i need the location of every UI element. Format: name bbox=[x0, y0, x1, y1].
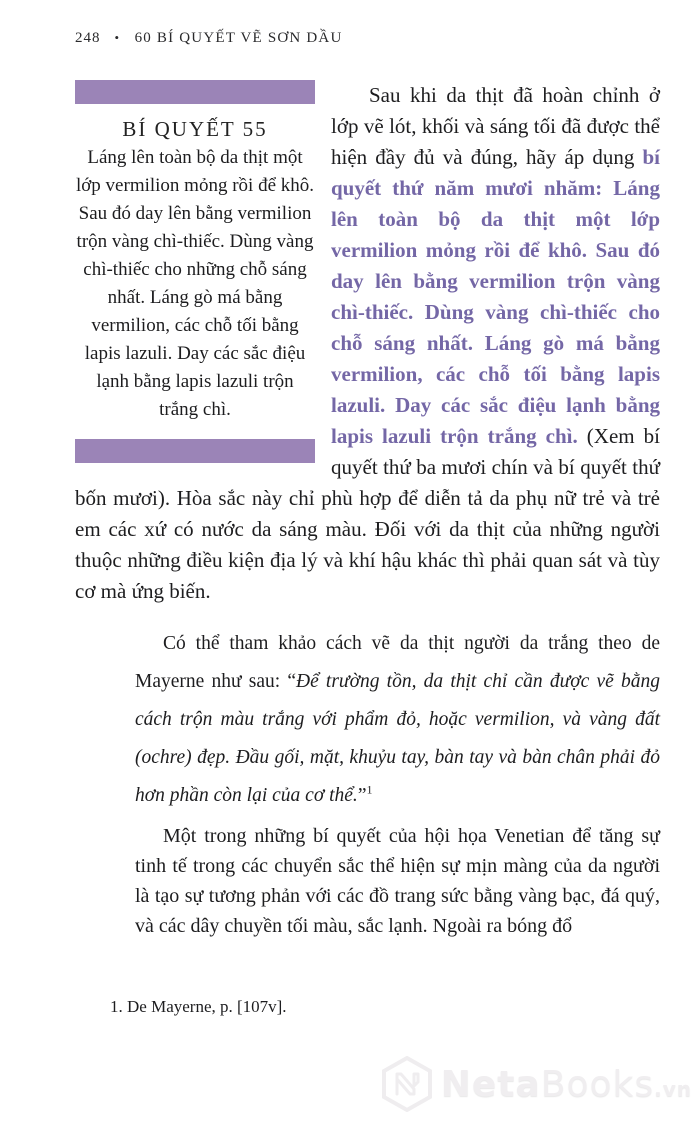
page-body bbox=[75, 80, 660, 941]
footnote-text: 1. De Mayerne, p. [107v]. bbox=[110, 997, 287, 1016]
callout-top-rule bbox=[75, 80, 315, 104]
reference-quote-paragraph bbox=[135, 625, 660, 815]
quote-lead: Có thể tham khảo cách vẽ da thịt người da trắng theo de Mayerne như sau: “ bbox=[135, 633, 660, 692]
quote-italic-text: Để trường tồn, da thịt chỉ cần được vẽ bằng cách trộn màu trắng với phẩm đỏ, hoặc vermilion, và vàng đất (ochre) đẹp. Đầu gối, mặt, khuỷu tay, bàn tay và bàn chân phải đỏ hơn phần còn lại của cơ thể. bbox=[135, 671, 660, 806]
quote-close-mark: ” bbox=[357, 785, 367, 806]
main-paragraph-highlight: bí quyết thứ năm mươi nhăm: Láng lên toàn bộ da thịt một lớp vermilion mỏng rồi để khô. Sau đó day lên bằng vermilion trộn vàng chì-thiếc. Dùng vàng chì-thiếc cho chỗ sáng nhất. Láng gò má bằng vermilion, các chỗ tối bằng lapis lazuli. Day các sắc điệu lạnh bằng lapis lazuli trộn trắng chì. bbox=[331, 145, 660, 448]
book-title: 60 BÍ QUYẾT VẼ SƠN DẦU bbox=[134, 30, 343, 46]
main-paragraph-intro: Sau khi da thịt đã hoàn chỉnh ở lớp vẽ lót, khối và sáng tối đã được thể hiện đầy đủ và đúng, hãy áp dụng bbox=[331, 83, 660, 169]
netabooks-watermark bbox=[381, 1056, 692, 1112]
header-bullet-separator: • bbox=[114, 29, 121, 45]
tip-callout-box bbox=[75, 80, 315, 463]
footnote-reference-marker: 1 bbox=[366, 782, 373, 797]
page-number: 248 bbox=[75, 30, 101, 46]
watermark-brand-bold: Neta bbox=[440, 1063, 541, 1105]
callout-bottom-rule bbox=[75, 439, 315, 463]
callout-body-text: Láng lên toàn bộ da thịt một lớp vermilion mỏng rồi để khô. Sau đó day lên bằng vermilion trộn vàng chì-thiếc. Dùng vàng chì-thiếc cho những chỗ sáng nhất. Láng gò má bằng vermilion, các chỗ tối bằng lapis lazuli. Day các sắc điệu lạnh bằng lapis lazuli trộn trắng chì. bbox=[75, 147, 315, 420]
watermark-domain: .vn bbox=[654, 1076, 692, 1101]
main-paragraph-rest: (Xem bí quyết thứ ba mươi chín và bí quyết thứ bốn mươi). Hòa sắc này chỉ phù hợp để diễn tả da phụ nữ trẻ và trẻ em các xứ có nước da sáng màu. Đối với da thịt của những người thuộc những điều kiện địa lý và khí hậu khác thì phải quan sát và tùy cơ mà ứng biến. bbox=[75, 424, 660, 603]
reference-paragraph-2: Một trong những bí quyết của hội họa Venetian để tăng sự tinh tế trong các chuyển sắc thể hiện sự mịn màng của da người là tạo sự tương phản với các đồ trang sức bằng vàng bạc, đá quý, và các dây chuyền tối màu, sắc lạnh. Ngoài ra bóng đổ bbox=[135, 825, 660, 937]
watermark-text bbox=[441, 1064, 692, 1105]
running-header bbox=[75, 30, 343, 47]
hexagon-n-logo-icon bbox=[381, 1056, 433, 1112]
watermark-brand-light: Books bbox=[540, 1063, 655, 1105]
callout-title: BÍ QUYẾT 55 bbox=[122, 117, 268, 141]
